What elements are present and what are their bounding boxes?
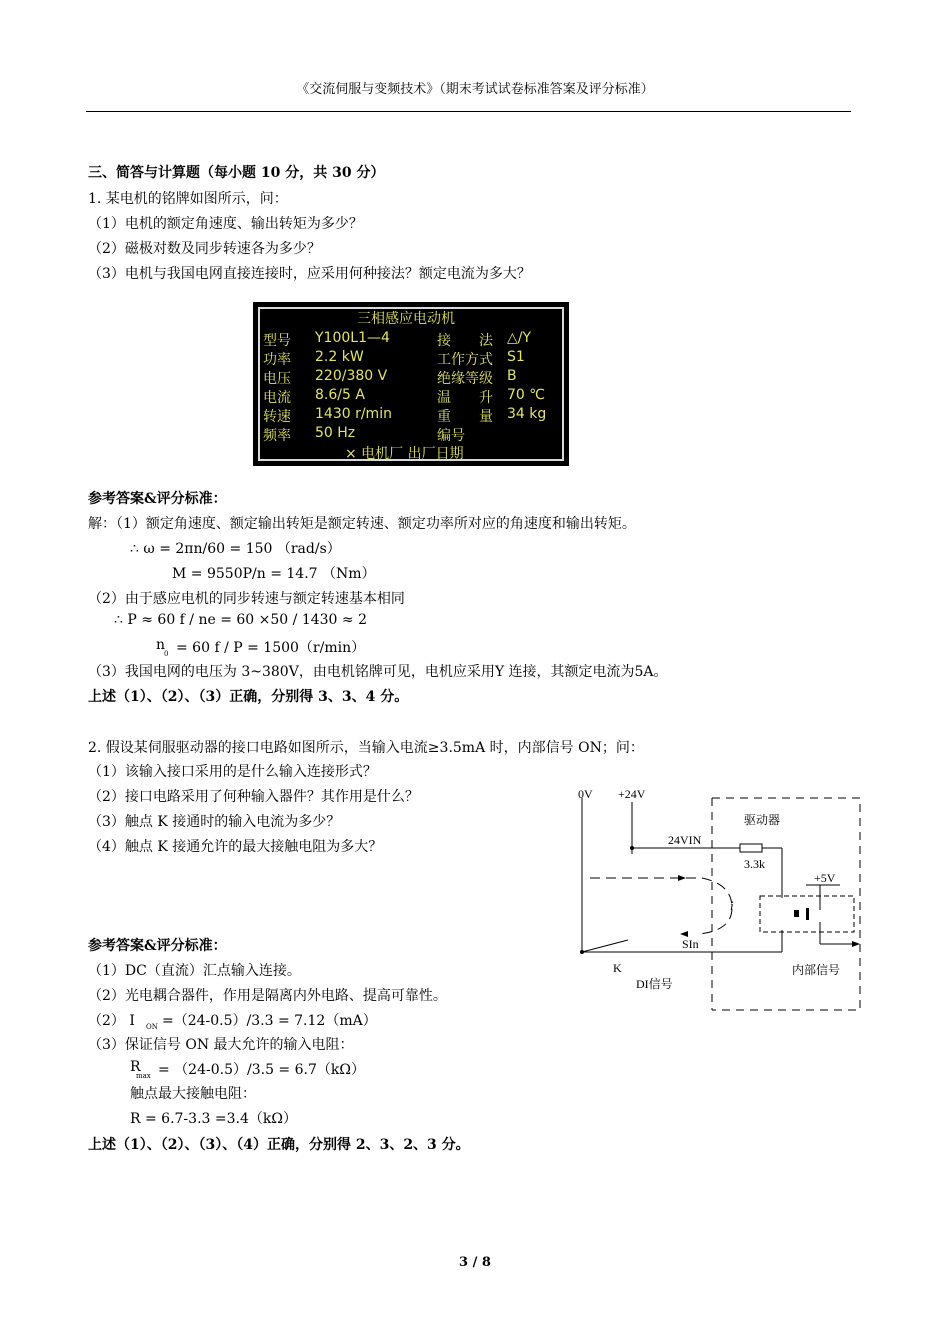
score-note: 上述（1）、（2）、（3）正确，分别得 3、3、4 分。 [88, 689, 409, 705]
q2-stem: 2. 假设某伺服驱动器的接口电路如图所示，当输入电流≥3.5mA 时，内部信号 ON；问： [88, 740, 644, 756]
q1-item: （1）电机的额定角速度、输出转矩为多少？ [88, 216, 363, 232]
interface-circuit-diagram [570, 780, 870, 1020]
label-sin: SIn [682, 937, 699, 951]
header-rule [86, 111, 851, 112]
nameplate-value: 2.2 kW [315, 349, 364, 365]
nameplate-label: 电压 [263, 371, 291, 387]
nameplate-label: 重 量 [437, 409, 493, 425]
nameplate-label: 绝缘等级 [437, 371, 493, 387]
answer-line: （2）由于感应电机的同步转速与额定转速基本相同 [88, 591, 405, 607]
answer-line: M = 9550P/n = 14.7 （Nm） [172, 566, 376, 582]
nameplate-value: 34 kg [507, 406, 547, 422]
nameplate-label: 功率 [263, 352, 291, 368]
q2-item: （2）接口电路采用了何种输入器件？其作用是什么？ [88, 789, 419, 805]
nameplate-value: 70 ℃ [507, 387, 545, 403]
answer-symbol: n [156, 637, 166, 653]
answer-subscript: 0 [164, 650, 169, 658]
nameplate-label: 频率 [263, 428, 291, 444]
nameplate-label: 编号 [437, 428, 465, 444]
nameplate-label: 转速 [263, 409, 291, 425]
q1-item: （2）磁极对数及同步转速各为多少？ [88, 241, 321, 257]
nameplate-label: 温 升 [437, 390, 493, 406]
nameplate-title: 三相感应电动机 [357, 311, 455, 327]
answer-subscript: max [136, 1072, 151, 1080]
nameplate-value: 220/380 V [315, 368, 388, 384]
nameplate-value: Y100L1—4 [315, 330, 390, 346]
nameplate-label: 电流 [263, 390, 291, 406]
answer-line: 触点最大接触电阻： [130, 1086, 256, 1102]
page-number: 3 / 8 [459, 1255, 491, 1270]
answer-line: ∴ P ≈ 60 f / ne = 60 ×50 / 1430 ≈ 2 [114, 612, 367, 628]
answer-line: = 60 f / P = 1500（r/min） [176, 640, 366, 656]
label-5v: +5V [814, 871, 836, 885]
label-internal: 内部信号 [792, 963, 841, 977]
nameplate-label: 工作方式 [437, 352, 493, 368]
nameplate-label: 接 法 [437, 333, 493, 349]
nameplate-value: 1430 r/min [315, 406, 392, 422]
answer-line: =（24-0.5）/3.3 = 7.12（mA） [162, 1013, 377, 1029]
nameplate-footer: × 电机厂 出厂日期 [345, 446, 464, 462]
nameplate-label: 型号 [263, 333, 291, 349]
nameplate-value: △/Y [507, 330, 532, 346]
section-title: 三、简答与计算题（每小题 10 分，共 30 分） [88, 165, 385, 181]
score-note: 上述（1）、（2）、（3）、（4）正确，分别得 2、3、2、3 分。 [88, 1137, 470, 1153]
answer-symbol: R [130, 1059, 141, 1075]
q1-stem: 1. 某电机的铭牌如图所示，问： [88, 191, 288, 207]
answer-line: （3）我国电网的电压为 3~380V，由电机铭牌可见，电机应采用Y 连接，其额定电流为5A。 [88, 664, 668, 680]
answer-line: 解：（1）额定角速度、额定输出转矩是额定转速、额定功率所对应的角速度和输出转矩。 [88, 516, 636, 532]
answer-subscript: ON [146, 1023, 158, 1031]
q2-item: （3）触点 K 接通时的输入电流为多少？ [88, 814, 341, 830]
label-resistor: 3.3k [744, 857, 765, 871]
motor-nameplate [253, 302, 569, 466]
label-driver: 驱动器 [744, 813, 781, 827]
nameplate-value: B [507, 368, 517, 384]
nameplate-value: S1 [507, 349, 525, 365]
answer-heading: 参考答案&评分标准： [88, 938, 227, 954]
label-k: K [613, 961, 622, 975]
q2-item: （1）该输入接口采用的是什么输入连接形式？ [88, 764, 377, 780]
label-current: i [730, 898, 734, 913]
answer-line: ∴ ω = 2πn/60 = 150 （rad/s） [130, 541, 341, 557]
nameplate-value: 50 Hz [315, 425, 356, 441]
answer-line: （1）DC（直流）汇点输入连接。 [88, 963, 301, 979]
answer-line: = （24-0.5）/3.5 = 6.7（kΩ） [158, 1062, 365, 1078]
answer-line: R = 6.7-3.3 =3.4（kΩ） [130, 1111, 297, 1127]
answer-line: （2） I [88, 1013, 135, 1029]
answer-line: （3）保证信号 ON 最大允许的输入电阻： [88, 1037, 354, 1053]
label-0v: 0V [578, 787, 593, 801]
nameplate-value: 8.6/5 A [315, 387, 365, 403]
q1-item: （3）电机与我国电网直接连接时，应采用何种接法？额定电流为多大？ [88, 266, 531, 282]
label-24v: +24V [618, 787, 646, 801]
answer-heading: 参考答案&评分标准： [88, 491, 227, 507]
answer-line: （2）光电耦合器件，作用是隔离内外电路、提高可靠性。 [88, 988, 447, 1004]
label-di: DI信号 [636, 977, 673, 991]
q2-item: （4）触点 K 接通允许的最大接触电阻为多大？ [88, 839, 383, 855]
label-24vin: 24VIN [668, 833, 702, 847]
page-header: 《交流伺服与变频技术》（期末考试试卷标准答案及评分标准） [296, 82, 654, 97]
